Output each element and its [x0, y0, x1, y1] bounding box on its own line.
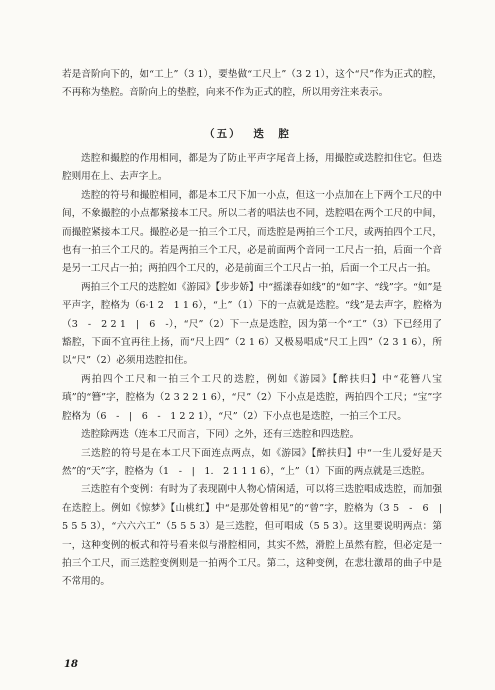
- paragraph-top: 若是音阶向下的，如“工上”（3 1），要垫做“工尺上”（3 2 1），这个“尺”作为正式的腔，不再称为垫腔。音阶向上的垫腔，向来不作为正式的腔，所以用旁注来表示。: [62, 69, 442, 99]
- paragraph: 两拍四个工尺和一拍三个工尺的迭腔，例如《游园》【醉扶归】中“花簪八宝瑱”的“簪”字，腔格为（2 3 2 2 1 6），“尺”（2）下小点是迭腔，两拍四个工尺；“宝”字腔格为（6 - | 6 - 1 2 2 1），“尺”（2）下小点也是迭腔，一拍三个工尺。: [62, 373, 442, 422]
- paragraph: 三迭腔有个变例：有时为了表现剧中人物心情闲适，可以将三迭腔唱成迭腔，而加强在迭腔上。例如《惊梦》【山桃红】中“是那处曾相见”的“曾”字，腔格为（3 5 - 6 | 5 5 5 3），“六六六工”（5 5 5 3）是三迭腔，但可唱成（5 5 3）。这里要说明两点：第一，这种变例的板式和符号看来似与滑腔相同，其实不然，滑腔上虽然有腔，但必定是一拍三个工尺，而三迭腔变例则是一拍两个工尺。第二，这种变例，在悲壮激昂的曲子中是不常用的。: [62, 484, 452, 588]
- paragraph: 迭腔的符号和撮腔相同，都是本工尺下加一小点，但这一小点加在上下两个工尺的中间，不象撮腔的小点都紧接本工尺。所以二者的唱法也不同，迭腔唱在两个工尺的中间，而撮腔紧接本工尺。撮腔必是一拍三个工尺，而迭腔是两拍三个工尺，或两拍四个工尺，也有一拍三个工尺的。若是两拍三个工尺，必是前面两个音同一工尺占一拍，后面一个音是另一工尺占一拍；两拍四个工尺的，必是前面三个工尺占一拍，后面一个工尺占一拍。: [62, 189, 442, 275]
- paragraph: 迭腔除两迭（连本工尺而言，下同）之外，还有三迭腔和四迭腔。: [81, 429, 360, 441]
- top-text: [62, 66, 442, 103]
- body-text: [62, 150, 452, 592]
- paragraph: 三迭腔的符号是在本工尺下面连点两点，如《游园》【醉扶归】中“一生儿爱好是天然”的“天”字，腔格为（1 - | 1. 2 1 1 1 6），“上”（1）下面的两点就是三迭腔。: [62, 447, 442, 477]
- section-number: （五）: [204, 128, 242, 140]
- paragraph: 两拍三个工尺的迭腔如《游园》【步步娇】中“摇漾春如线”的“如”字、“线”字。“如”是平声字，腔格为（6·1 2 1 1 6），“上”（1）下的一点就是迭腔。“线”是去声字，腔格为（3 - 2 2 1 | 6 -），“尺”（2）下一点是迭腔，因为第一个“工”（3）下已经用了豁腔，下面不宜再往上扬，而“尺上四”（2 1 6）又极易唱成“尺工上四”（2 3 1 6），所以“尺”（2）必须用迭腔扣住。: [62, 281, 442, 367]
- section-title: 迭 腔: [253, 128, 291, 140]
- section-heading: [0, 126, 495, 141]
- page-number: 18: [64, 659, 78, 670]
- paragraph: 迭腔和撮腔的作用相同，都是为了防止平声字尾音上扬，用撮腔或迭腔扣住它。但迭腔则用在上、去声字上。: [62, 153, 442, 183]
